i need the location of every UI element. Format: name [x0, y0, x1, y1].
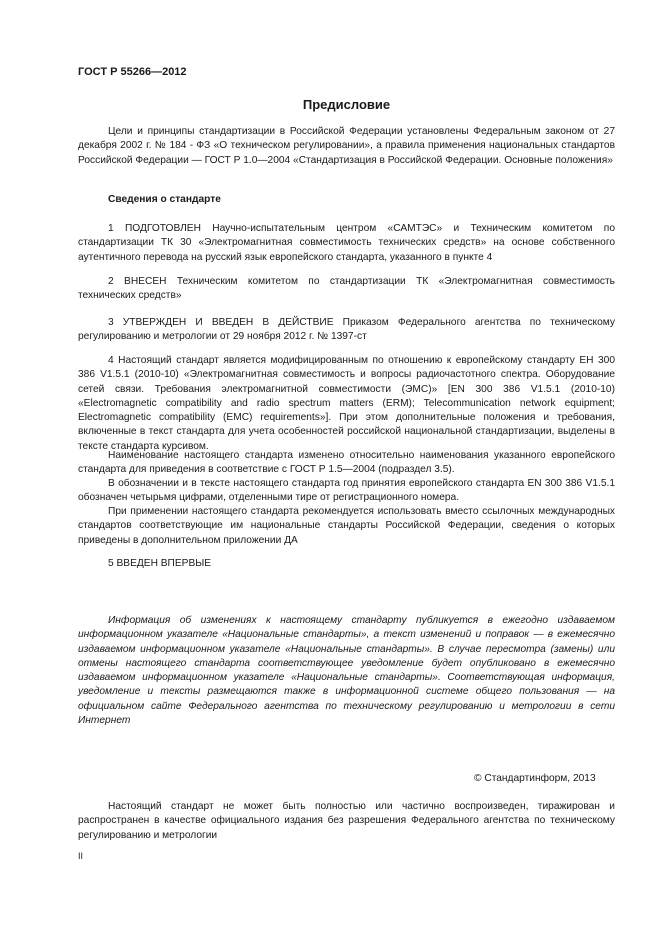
item-4-paragraph: 4 Настоящий стандарт является модифицированным по отношению к европейскому стандарту ЕН 300 386 V1.5.1 (2010-10) «Электромагнитная совместимость и вопросы радиочастотного спектра. Оборудование сетей связи. Требования электромагнитной совместимости (ЭМС)» [EN 300 386 V1.5.1 (2010-10) «Electromagnetic compatibility and radio spectrum matters (ERM); Telecommunication network equipment; Electromagnetic compatibility (EMC) requirements»]. При этом дополнительные положения и требования, включенные в текст стандарта для учета особенностей российской национальной стандартизации, выделены в тексте стандарта курсивом.: [78, 355, 615, 452]
intro-paragraph: Цели и принципы стандартизации в Российской Федерации установлены Федеральным законом от 27 декабря 2002 г. № 184 - ФЗ «О техническом регулировании», а правила применения национальных стандартов Российской Федерации — ГОСТ Р 1.0—2004 «Стандартизация в Российской Федерации. Основные положения»: [78, 126, 615, 166]
standard-number: ГОСТ Р 55266—2012: [78, 66, 187, 78]
item-3-paragraph: 3 УТВЕРЖДЕН И ВВЕДЕН В ДЕЙСТВИЕ Приказом Федерального агентства по техническому регулированию и метрологии от 29 ноября 2012 г. № 1397-ст: [78, 317, 615, 343]
page-title: Предисловие: [302, 97, 391, 112]
page-number: II: [78, 851, 84, 861]
item-5-paragraph: 5 ВВЕДЕН ВПЕРВЫЕ: [108, 558, 212, 569]
item-4-designation-paragraph: В обозначении и в тексте настоящего стандарта год принятия европейского стандарта EN 300 386 V1.5.1 обозначен четырьмя цифрами, отделенными тире от регистрационного номера.: [78, 478, 615, 504]
item-2-paragraph: 2 ВНЕСЕН Техническим комитетом по стандартизации ТК «Электромагнитная совместимость технических средств»: [78, 276, 615, 302]
copyright-notice: © Стандартинформ, 2013: [474, 773, 596, 784]
item-1-paragraph: 1 ПОДГОТОВЛЕН Научно-испытательным центром «САМТЭС» и Техническим комитетом по стандартизации ТК 30 «Электромагнитная совместимость технических средств» на основе собственного аутентичного перевода на русский язык европейского стандарта, указанного в пункте 4: [78, 223, 615, 263]
changes-notice-paragraph: Информация об изменениях к настоящему стандарту публикуется в ежегодно издаваемом информационном указателе «Национальные стандарты», а текст изменений и поправок — в ежемесячно издаваемом информационном указателе «Национальные стандарты». В случае пересмотра (замены) или отмены настоящего стандарта соответствующее уведомление будет опубликовано в ежемесячно издаваемом информационном указателе «Национальные стандарты». Соответствующая информация, уведомление и тексты размещаются также в информационной системе общего пользования — на официальном сайте Федерального агентства по техническому регулированию и метрологии в сети Интернет: [78, 615, 615, 727]
info-heading: Сведения о стандарте: [108, 194, 221, 205]
item-4-references-paragraph: При применении настоящего стандарта рекомендуется использовать вместо ссылочных международных стандартов соответствующие им национальные стандарты Российской Федерации, сведения о которых приведены в дополнительном приложении ДА: [78, 506, 615, 546]
reproduction-notice: Настоящий стандарт не может быть полностью или частично воспроизведен, тиражирован и распространен в качестве официального издания без разрешения Федерального агентства по техническому регулированию и метрологии: [78, 801, 615, 841]
item-4-name-paragraph: Наименование настоящего стандарта изменено относительно наименования указанного европейского стандарта для приведения в соответствие с ГОСТ Р 1.5—2004 (подраздел 3.5).: [78, 450, 615, 476]
